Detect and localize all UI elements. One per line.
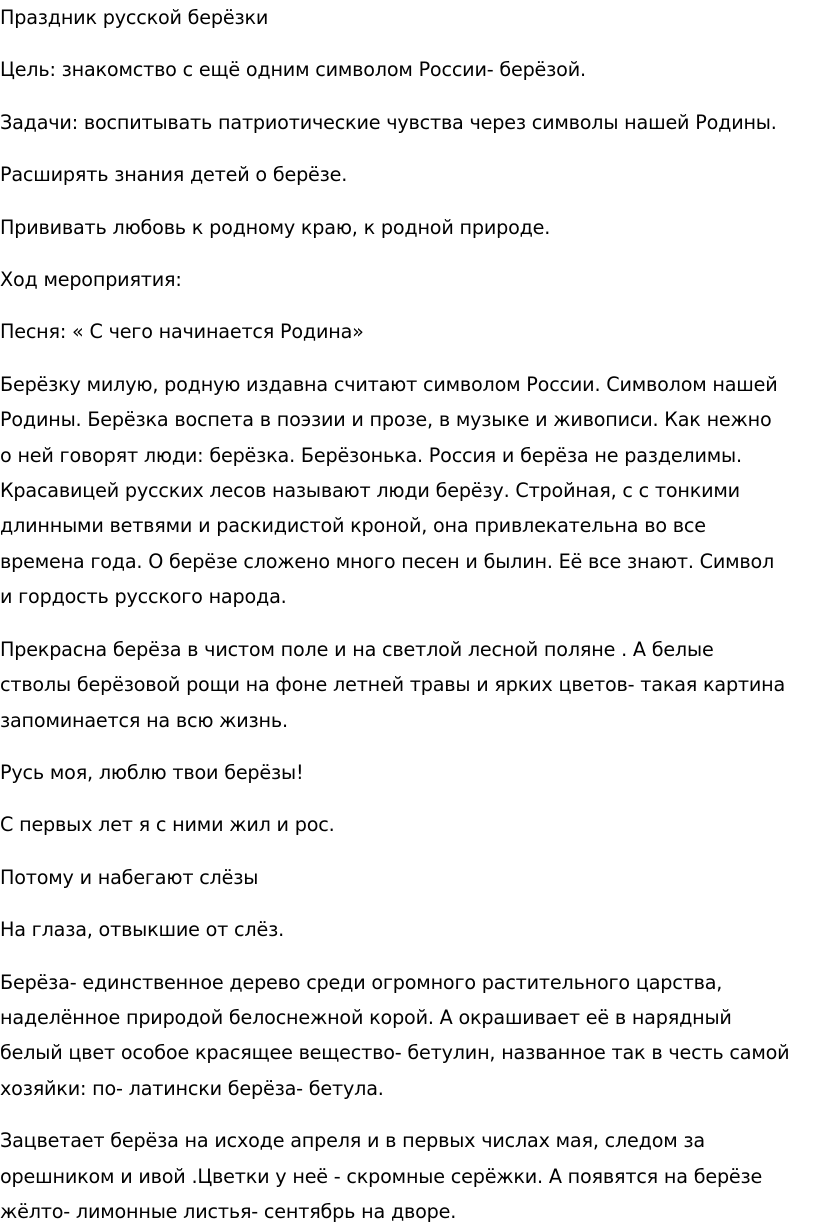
text-line: стволы берёзовой рощи на фоне летней травы и ярких цветов- такая картина (0, 673, 786, 697)
text-line: о ней говорят люди: берёзка. Берёзонька. Россия и берёза не разделимы. (0, 443, 742, 467)
event-course-heading: Ход мероприятия: (0, 268, 182, 292)
document-title: Праздник русской берёзки (0, 6, 269, 29)
text-line: времена года. О берёзе сложено много песен и былин. Её все знают. Символ (0, 549, 775, 573)
text-line: Берёзку милую, родную издавна считают символом России. Символом нашей (0, 372, 778, 396)
verse-line: С первых лет я с ними жил и рос. (0, 813, 335, 837)
verse-line: На глаза, отвыкшие от слёз. (0, 918, 284, 942)
verse-line: Русь моя, люблю твои берёзы! (0, 760, 304, 784)
text-line: и гордость русского народа. (0, 585, 287, 609)
text-line: орешником и ивой .Цветки у неё - скромные серёжки. А появятся на берёзе (0, 1164, 763, 1188)
text-line: Красавицей русских лесов называют люди берёзу. Стройная, с с тонкими (0, 479, 740, 503)
tasks-paragraph: Задачи: воспитывать патриотические чувства через символы нашей Родины. (0, 110, 777, 134)
birch-grove-paragraph (0, 632, 816, 738)
text-line: Родины. Берёзка воспета в поэзии и прозе, в музыке и живописи. Как нежно (0, 408, 772, 432)
text-line: хозяйки: по- латински берёза- бетула. (0, 1076, 384, 1100)
text-line: запоминается на всю жизнь. (0, 708, 288, 732)
text-line: белый цвет особое красящее вещество- бетулин, названное так в честь самой (0, 1041, 790, 1065)
expand-knowledge-paragraph: Расширять знания детей о берёзе. (0, 163, 348, 187)
birch-bloom-paragraph (0, 1123, 816, 1224)
text-line: Прекрасна берёза в чистом поле и на светлой лесной поляне . А белые (0, 637, 714, 661)
song-paragraph: Песня: « С чего начинается Родина» (0, 320, 364, 344)
instill-love-paragraph: Прививать любовь к родному краю, к родной природе. (0, 215, 551, 239)
verse-line: Потому и набегают слёзы (0, 865, 259, 889)
text-line: Берёза- единственное дерево среди огромного растительного царства, (0, 970, 723, 994)
text-line: длинными ветвями и раскидистой кроной, она привлекательна во все (0, 514, 706, 538)
text-line: жёлто- лимонные листья- сентябрь на дворе. (0, 1199, 457, 1223)
birch-bark-paragraph (0, 965, 816, 1107)
goal-paragraph: Цель: знакомство с ещё одним символом России- берёзой. (0, 58, 586, 82)
text-line: Зацветает берёза на исходе апреля и в первых числах мая, следом за (0, 1129, 705, 1153)
birch-symbol-paragraph (0, 367, 816, 615)
text-line: наделённое природой белоснежной корой. А окрашивает её в нарядный (0, 1005, 732, 1029)
